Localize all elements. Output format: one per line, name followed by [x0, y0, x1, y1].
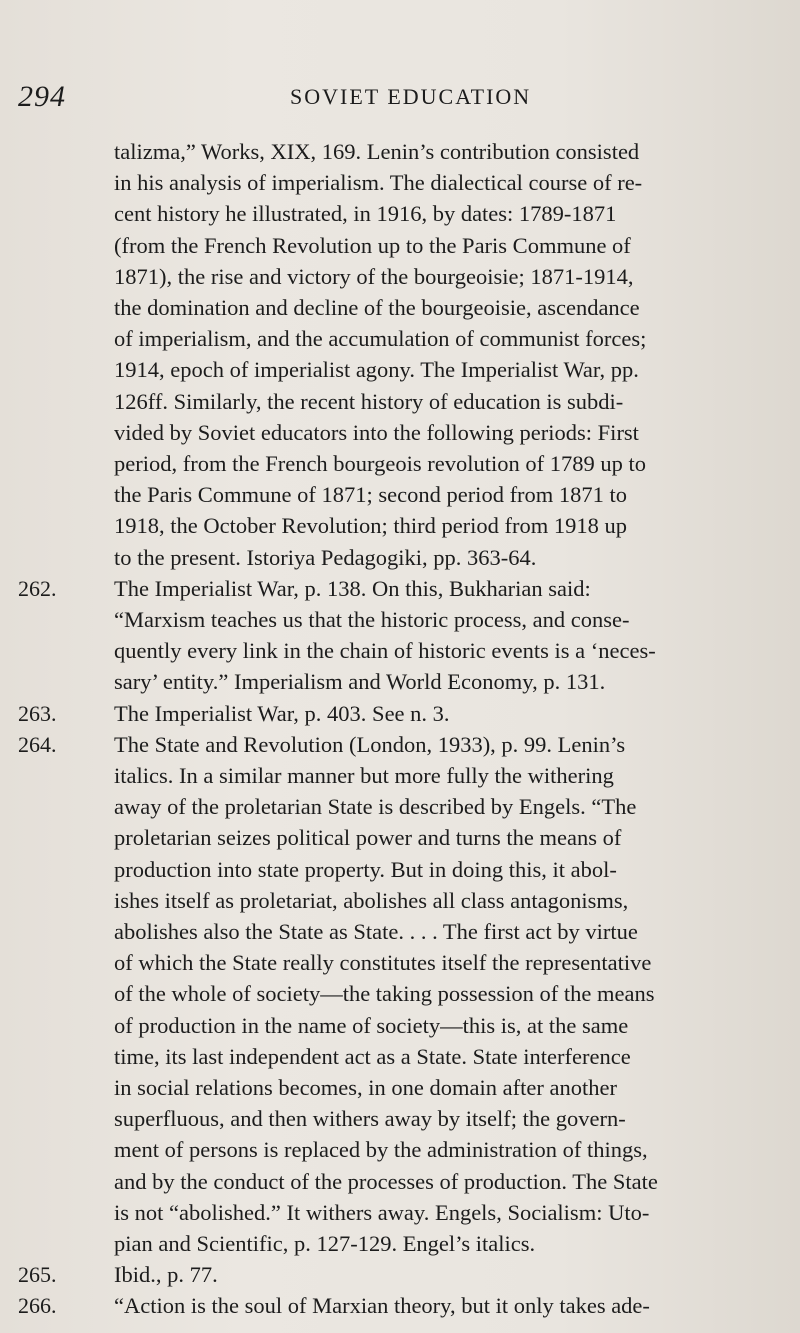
note-text: is not “abolished.” It withers away. Engels, Socialism: Uto-: [114, 1199, 650, 1225]
note-text: italics. In a similar manner but more fully the withering: [114, 763, 614, 788]
note-text: The Imperialist War, p. 403. See n. 3.: [114, 700, 450, 726]
note-text: pian and Scientific, p. 127-129. Engel’s italics.: [114, 1231, 536, 1256]
note-text: of production in the name of society—this is, at the same: [114, 1012, 629, 1038]
note-text: in his analysis of imperialism. The dialectical course of re-: [114, 170, 643, 196]
note-line: [0, 541, 800, 575]
note-line: [0, 291, 800, 325]
note-number: 262.: [18, 575, 57, 601]
note-text: and by the conduct of the processes of production. The State: [114, 1168, 658, 1194]
note-number: 263.: [18, 700, 57, 726]
note-line: [0, 634, 800, 668]
note-line-start: [0, 697, 800, 731]
note-line: [0, 509, 800, 543]
note-text: “Marxism teaches us that the historic process, and conse-: [114, 607, 630, 632]
note-text: proletarian seizes political power and turns the means of: [114, 825, 622, 851]
note-line: [0, 1133, 800, 1167]
note-line-start: [0, 1289, 800, 1323]
note-line: [0, 821, 800, 855]
note-line: [0, 884, 800, 918]
note-text: of imperialism, and the accumulation of communist forces;: [114, 326, 647, 352]
note-text: the domination and decline of the bourgeoisie, ascendance: [114, 295, 640, 320]
note-text: cent history he illustrated, in 1916, by dates: 1789-1871: [114, 201, 617, 227]
page-header: [0, 80, 800, 120]
note-line: [0, 416, 800, 450]
note-text: quently every link in the chain of historic events is a ‘neces-: [114, 638, 656, 664]
note-line: [0, 603, 800, 637]
note-line: [0, 1165, 800, 1199]
note-line: [0, 977, 800, 1011]
note-text: the Paris Commune of 1871; second period from 1871 to: [114, 482, 628, 508]
note-line: [0, 1009, 800, 1043]
note-text: period, from the French bourgeois revolution of 1789 up to: [114, 451, 646, 476]
note-line: [0, 1071, 800, 1105]
note-line: [0, 197, 800, 231]
note-line: [0, 229, 800, 263]
note-line: [0, 353, 800, 387]
note-text: The Imperialist War, p. 138. On this, Bukharian said:: [114, 575, 591, 601]
note-text: Ibid., p. 77.: [114, 1262, 218, 1288]
note-line: [0, 166, 800, 200]
note-line-start: [0, 572, 800, 606]
note-text: to the present. Istoriya Pedagogiki, pp. 363-64.: [114, 544, 537, 570]
note-text: ishes itself as proletariat, abolishes all class antagonisms,: [114, 887, 629, 913]
note-text: of which the State really constitutes itself the representative: [114, 950, 652, 976]
note-line-start: [0, 1258, 800, 1292]
note-line: [0, 665, 800, 699]
note-line: [0, 1227, 800, 1261]
note-text: sary’ entity.” Imperialism and World Economy, p. 131.: [114, 669, 606, 695]
note-text: abolishes also the State as State. . . . The first act by virtue: [114, 919, 638, 944]
note-text: 126ff. Similarly, the recent history of education is subdi-: [114, 388, 624, 414]
note-text: time, its last independent act as a State. State interference: [114, 1043, 631, 1069]
running-head: SOVIET EDUCATION: [290, 84, 532, 109]
note-line: [0, 853, 800, 887]
note-line-start: [0, 728, 800, 762]
note-line: [0, 385, 800, 419]
note-line: [0, 478, 800, 512]
note-line: [0, 790, 800, 824]
note-number: 265.: [18, 1262, 57, 1288]
note-line: [0, 1102, 800, 1136]
note-line: [0, 946, 800, 980]
note-text: 1914, epoch of imperialist agony. The Imperialist War, pp.: [114, 357, 639, 383]
note-text: talizma,” Works, XIX, 169. Lenin’s contribution consisted: [114, 139, 640, 164]
note-text: 1871), the rise and victory of the bourgeoisie; 1871-1914,: [114, 263, 634, 289]
note-text: “Action is the soul of Marxian theory, but it only takes ade-: [114, 1293, 650, 1319]
note-text: 1918, the October Revolution; third period from 1918 up: [114, 513, 628, 539]
note-line: [0, 447, 800, 481]
note-line: [0, 915, 800, 949]
note-line: [0, 260, 800, 294]
note-line: [0, 759, 800, 793]
note-line: [0, 135, 800, 169]
note-text: in social relations becomes, in one domain after another: [114, 1075, 617, 1100]
note-text: of the whole of society—the taking possession of the means: [114, 981, 655, 1007]
note-text: superfluous, and then withers away by itself; the govern-: [114, 1106, 626, 1132]
note-text: ment of persons is replaced by the administration of things,: [114, 1137, 648, 1163]
note-line: [0, 1196, 800, 1230]
note-text: vided by Soviet educators into the following periods: First: [114, 419, 639, 445]
note-number: 264.: [18, 731, 57, 757]
note-text: (from the French Revolution up to the Paris Commune of: [114, 232, 631, 258]
note-line: [0, 322, 800, 356]
note-text: away of the proletarian State is described by Engels. “The: [114, 794, 637, 820]
note-number: 266.: [18, 1293, 57, 1319]
note-text: production into state property. But in doing this, it abol-: [114, 856, 617, 882]
note-text: The State and Revolution (London, 1933), p. 99. Lenin’s: [114, 731, 626, 757]
note-line: [0, 1040, 800, 1074]
page-number: 294: [18, 80, 66, 113]
